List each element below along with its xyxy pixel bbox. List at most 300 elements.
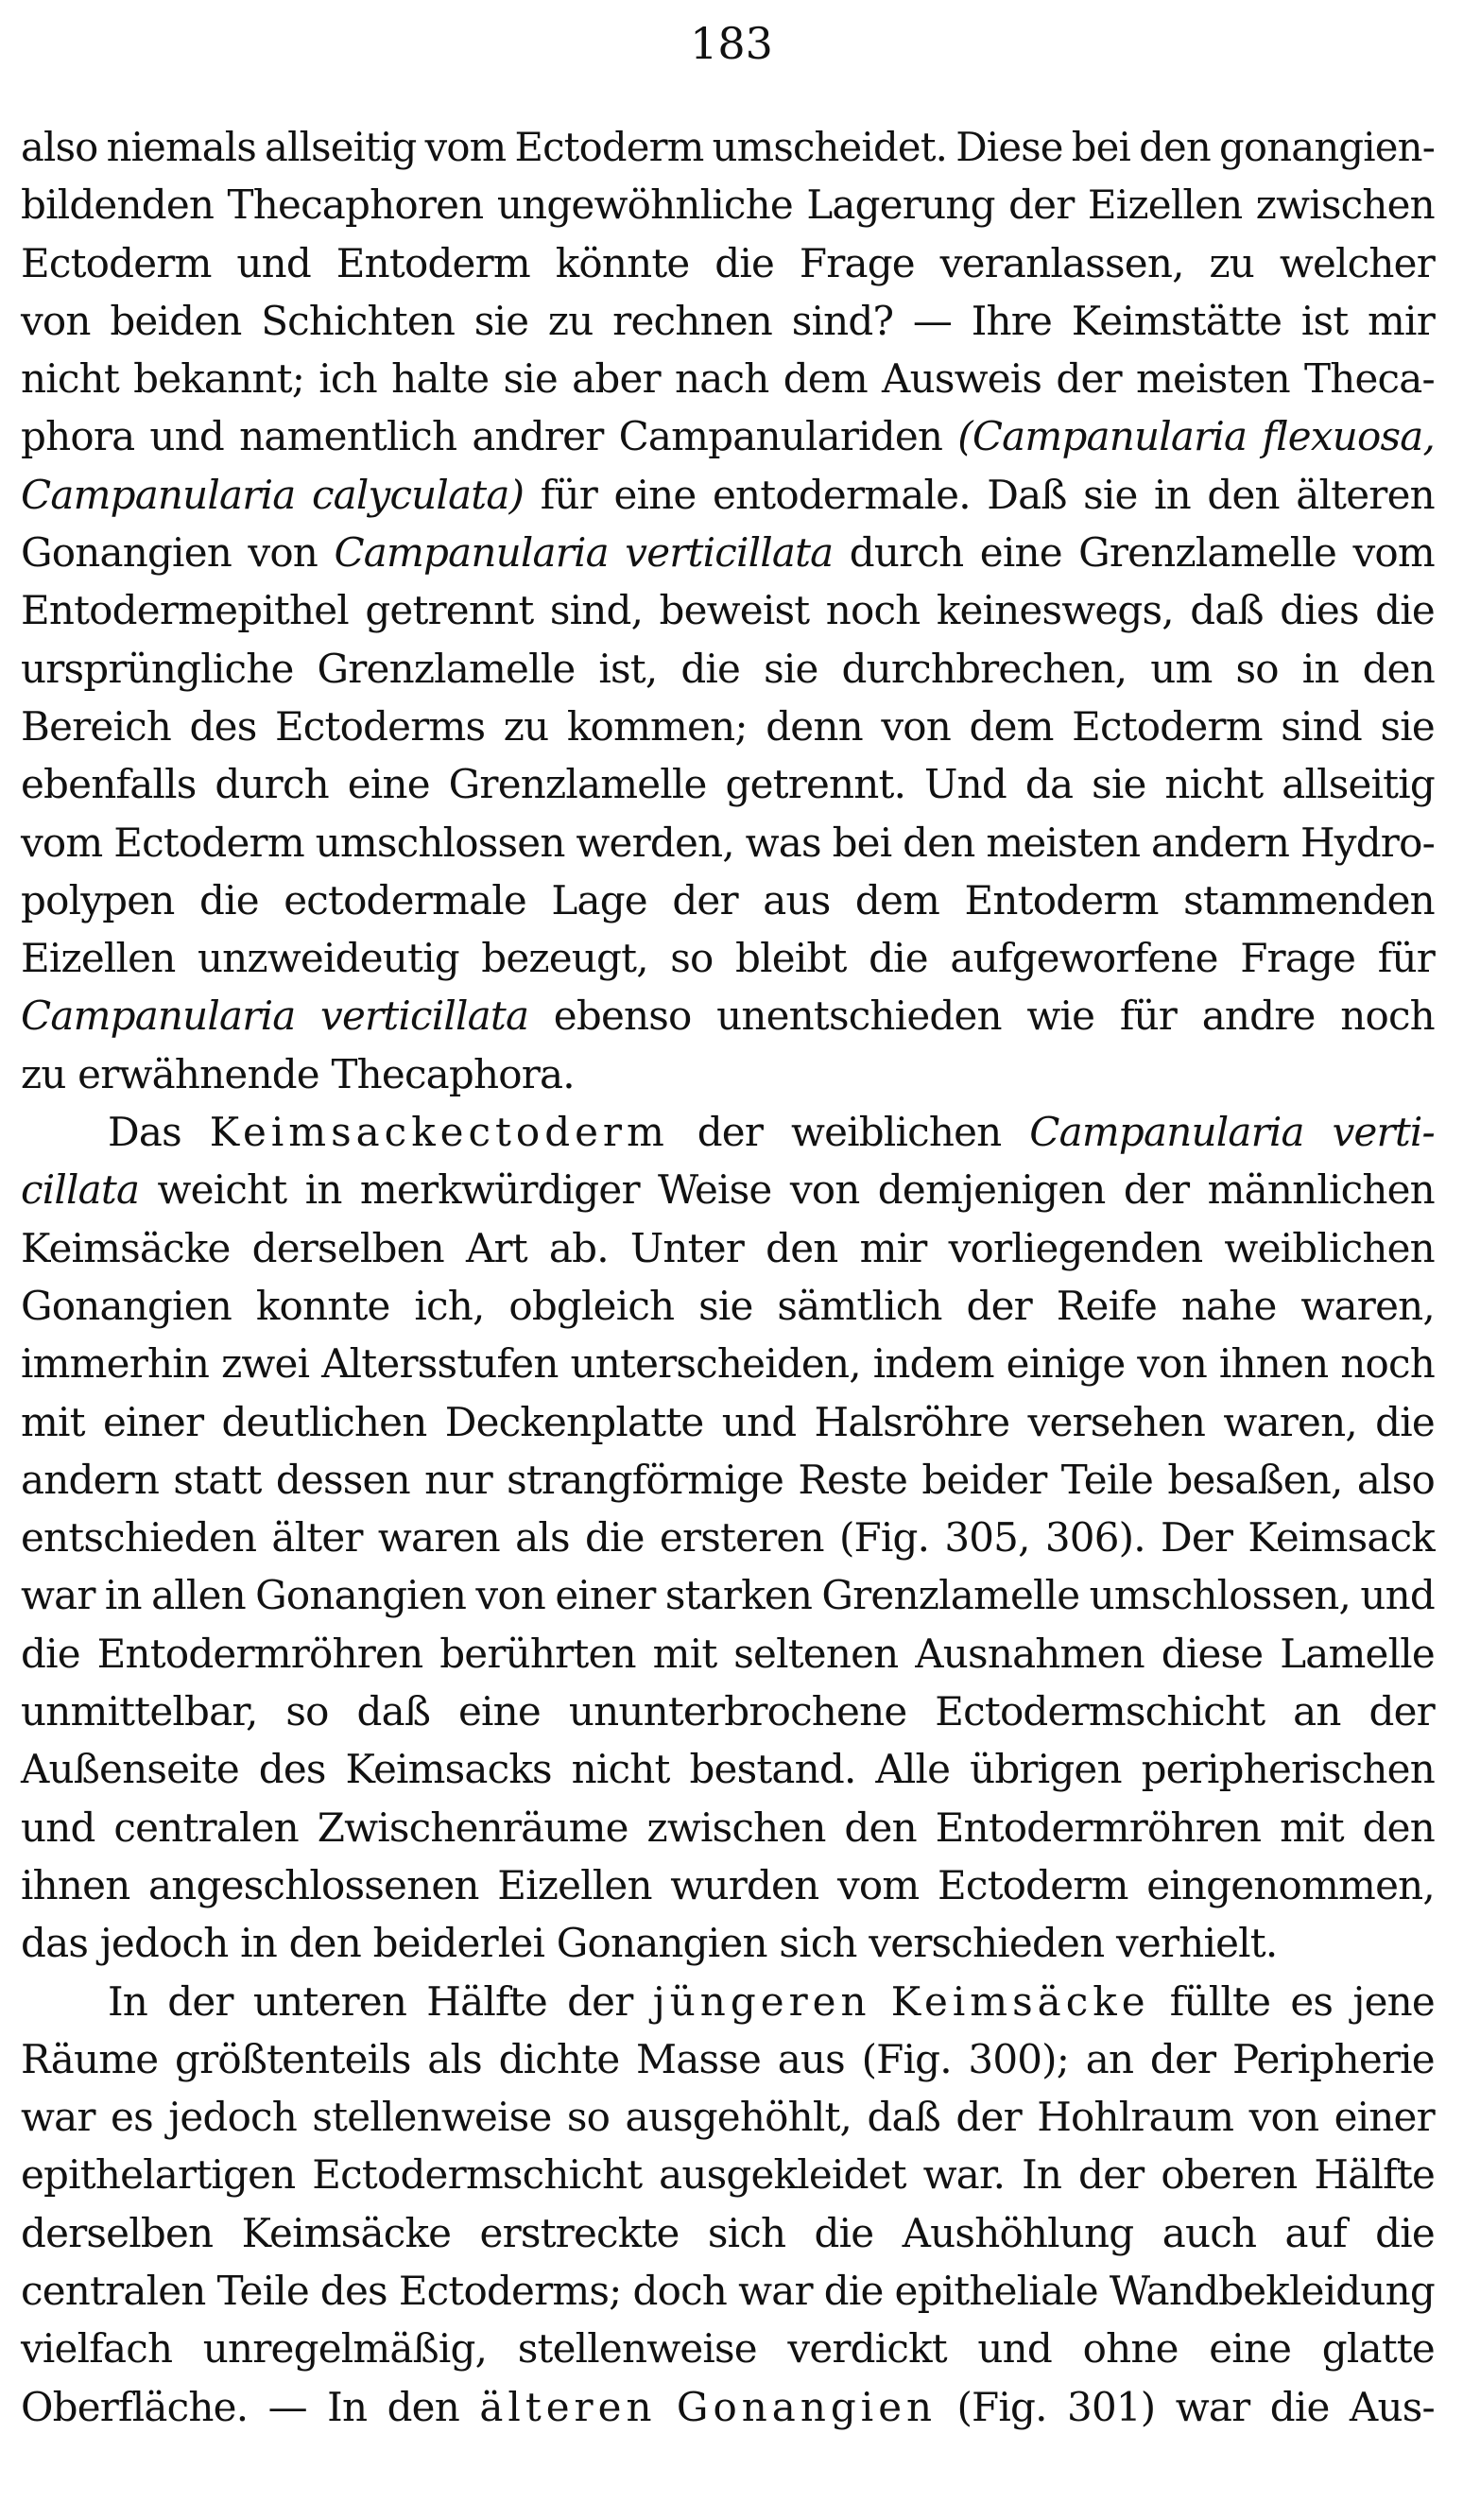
word: sind? <box>791 297 894 344</box>
word: nur <box>424 1456 492 1503</box>
word: meisten <box>1135 355 1290 403</box>
word: Hälfte <box>1314 2151 1435 2199</box>
word: beiderlei <box>372 1920 545 1967</box>
word: vielfach <box>21 2325 173 2373</box>
word: In <box>1022 2151 1062 2199</box>
word: von <box>21 297 91 344</box>
word: umschlossen, <box>1089 1572 1351 1619</box>
text-line <box>21 1219 1435 1277</box>
word: die <box>21 1630 80 1677</box>
word: Entoderm <box>336 239 530 286</box>
word: sich <box>707 2209 786 2256</box>
word: den <box>903 819 975 866</box>
word: Und <box>924 761 1007 808</box>
word: zu <box>547 297 594 344</box>
word: Frage <box>799 239 915 286</box>
word: obgleich <box>508 1282 675 1329</box>
text-line <box>21 581 1435 639</box>
word: unentschieden <box>716 992 1002 1040</box>
word: und <box>21 1804 95 1851</box>
word: Ihre <box>971 297 1053 344</box>
text-line <box>21 1973 1435 2030</box>
word: sie <box>1092 761 1146 808</box>
word: mir <box>1368 297 1435 344</box>
word: centralen <box>21 2267 206 2314</box>
word: Ectoderm <box>1072 702 1263 750</box>
word: Hälfte <box>426 1977 547 2025</box>
word: auch <box>1162 2209 1257 2256</box>
word: stellenweise <box>517 2325 757 2373</box>
word: die <box>1269 2383 1330 2430</box>
word: nicht <box>1164 761 1264 808</box>
word: bestand. <box>689 1746 856 1793</box>
word: Eizellen <box>1087 181 1243 229</box>
word: verticillata <box>320 992 529 1040</box>
word: umscheidet. <box>712 124 948 170</box>
page-number: 183 <box>690 18 773 69</box>
word: Entodermepithel <box>21 587 349 634</box>
word: Alle <box>875 1746 951 1793</box>
word: waren, <box>1223 1398 1357 1445</box>
word: Ectoderm <box>113 819 304 866</box>
word: die <box>198 876 259 923</box>
word: für <box>1119 992 1178 1040</box>
word: andern <box>21 1456 160 1503</box>
text-line <box>21 2262 1435 2320</box>
word: vom <box>836 1861 920 1908</box>
word: Lagerung <box>806 181 995 229</box>
text-line <box>21 1856 1435 1914</box>
word: verschieden <box>869 1920 1105 1967</box>
text-line <box>21 2378 1435 2436</box>
text-line <box>21 2204 1435 2262</box>
word: einer <box>102 1398 204 1445</box>
word: keineswegs, <box>936 587 1174 634</box>
word: von <box>789 1166 860 1214</box>
word: unzweideutig <box>197 935 459 982</box>
word: noch <box>1340 1340 1435 1388</box>
word: ursprüngliche <box>21 645 294 692</box>
word: Gonangien <box>676 2383 938 2430</box>
word: der <box>567 1977 633 2025</box>
word: Ectoderms; <box>398 2267 622 2314</box>
word: sie <box>1380 702 1435 750</box>
word: bezeugt, <box>481 935 648 982</box>
word: Ectoderms <box>274 702 486 750</box>
word: der <box>672 876 738 923</box>
text-line <box>21 929 1435 987</box>
word: die <box>680 645 741 692</box>
word: kommen; <box>566 702 748 750</box>
text-line <box>21 350 1435 407</box>
word: von <box>881 702 951 750</box>
word: Wandbekleidung <box>1109 2267 1435 2314</box>
word: ohne <box>1082 2325 1179 2373</box>
text-line <box>21 2088 1435 2146</box>
word: cillata <box>21 1166 140 1214</box>
word: der <box>1123 1166 1190 1214</box>
word: in <box>104 1572 142 1619</box>
word: Ausweis <box>882 355 1042 403</box>
word: vom <box>21 819 103 866</box>
word: vom <box>1352 529 1435 577</box>
word: derselben <box>251 1224 444 1271</box>
word: berührten <box>439 1630 636 1677</box>
word: ich <box>318 355 377 403</box>
word: nicht <box>21 355 119 403</box>
word: Gonangien <box>556 1920 767 1967</box>
word: eine <box>457 1688 541 1735</box>
word: Lamelle <box>1280 1630 1435 1677</box>
word: erwähnende <box>77 1050 319 1097</box>
word: der <box>697 1109 764 1156</box>
word: des <box>258 1746 326 1793</box>
word: Räume <box>21 2035 159 2082</box>
word: den <box>1362 1804 1435 1851</box>
word: sie <box>473 297 529 344</box>
word: der <box>1008 181 1075 229</box>
word: bei <box>1071 124 1131 170</box>
word: Grenzlamelle <box>821 1572 1080 1619</box>
word: dem <box>783 355 868 403</box>
word: unmittelbar, <box>21 1688 258 1735</box>
word: in <box>304 1166 342 1214</box>
word: calyculata) <box>311 471 525 518</box>
word: der <box>167 1977 233 2025</box>
word: der <box>1368 1688 1435 1735</box>
word: (Campanularia <box>957 413 1248 460</box>
word: der <box>955 2094 1022 2141</box>
text-line <box>21 1625 1435 1683</box>
word: waren <box>377 1514 500 1562</box>
word: einer <box>1334 2094 1435 2141</box>
word: allseitig <box>1282 761 1435 808</box>
word: so <box>670 935 714 982</box>
word: von <box>475 1572 546 1619</box>
word: so <box>566 2094 611 2141</box>
word: peripherischen <box>1141 1746 1435 1793</box>
word: welcher <box>1279 239 1435 286</box>
word: umschlossen <box>315 819 565 866</box>
word: mit <box>1280 1804 1344 1851</box>
word: durchbrechen, <box>841 645 1127 692</box>
word: Lage <box>551 876 647 923</box>
word: als <box>515 1514 570 1562</box>
word: ersteren <box>659 1514 824 1562</box>
word: den <box>1207 471 1280 518</box>
word: in <box>1301 645 1339 692</box>
word: ausgekleidet <box>659 2151 906 2199</box>
word: die <box>823 2267 884 2314</box>
word: versehen <box>1027 1398 1206 1445</box>
word: verhielt. <box>1115 1920 1278 1967</box>
word: war <box>1175 2383 1250 2430</box>
word: Peripherie <box>1231 2035 1435 2082</box>
word: der <box>1149 2035 1216 2082</box>
word: gonangien- <box>1219 124 1435 170</box>
word: nach <box>675 355 769 403</box>
word: unteren <box>252 1977 407 2025</box>
word: des <box>319 2267 387 2314</box>
word: und <box>149 413 225 460</box>
word: des <box>189 702 257 750</box>
word: so <box>285 1688 329 1735</box>
text-line <box>21 1103 1435 1161</box>
word: halte <box>391 355 490 403</box>
word: sämtlich <box>777 1282 942 1329</box>
word: dem <box>969 702 1054 750</box>
text-line <box>21 987 1435 1044</box>
text-line <box>21 755 1435 813</box>
word: denn <box>766 702 863 750</box>
word: Bereich <box>21 702 172 750</box>
word: ungewöhnliche <box>496 181 793 229</box>
word: Oberfläche. <box>21 2383 249 2430</box>
text-line <box>21 640 1435 698</box>
word: Keimsackectoderm <box>209 1109 669 1156</box>
word: der <box>966 1282 1032 1329</box>
word: von <box>1248 2094 1319 2141</box>
word: Reste <box>798 1456 908 1503</box>
text-line <box>21 1277 1435 1335</box>
word: Reife <box>1056 1282 1158 1329</box>
word: Entoderm <box>964 876 1159 923</box>
word: entschieden <box>21 1514 257 1562</box>
word: polypen <box>21 876 175 923</box>
word: Teile <box>1060 1456 1154 1503</box>
word: dichte <box>498 2035 620 2082</box>
word: erstreckte <box>479 2209 680 2256</box>
text-line <box>21 1683 1435 1740</box>
body-text <box>21 118 1435 2436</box>
word: waren, <box>1300 1282 1435 1329</box>
word: Diese <box>955 124 1063 170</box>
word: wurden <box>670 1861 819 1908</box>
word: war. <box>922 2151 1006 2199</box>
word: eine <box>1209 2325 1292 2373</box>
word: ausgehöhlt, <box>625 2094 852 2141</box>
word: phora <box>21 413 135 460</box>
word: allseitig <box>265 124 417 170</box>
word: allen <box>151 1572 246 1619</box>
word: durch <box>849 529 964 577</box>
word: (Fig. <box>838 1514 930 1562</box>
word: das <box>21 1920 89 1967</box>
word: eingenommen, <box>1146 1861 1435 1908</box>
word: also <box>21 124 98 170</box>
word: 300); <box>968 2035 1070 2082</box>
word: den <box>844 1804 917 1851</box>
text-line <box>21 407 1435 465</box>
word: vorliegenden <box>948 1224 1203 1271</box>
word: die <box>869 935 928 982</box>
word: übrigen <box>970 1746 1122 1793</box>
text-line <box>21 1161 1435 1218</box>
word: sie <box>503 355 558 403</box>
text-line <box>21 2146 1435 2203</box>
word: Aus- <box>1349 2383 1435 2430</box>
word: Weise <box>658 1166 772 1214</box>
word: andre <box>1201 992 1316 1040</box>
word: In <box>327 2383 368 2430</box>
word: Keimsack <box>1248 1514 1435 1562</box>
word: Keimsäcke <box>21 1224 231 1271</box>
word: 301) <box>1067 2383 1156 2430</box>
word: und <box>236 239 311 286</box>
word: jüngeren <box>652 1977 871 2025</box>
word: was <box>745 819 821 866</box>
word: Keimsäcke <box>241 2209 452 2256</box>
word: jedoch <box>99 1920 229 1967</box>
word: die <box>714 239 775 286</box>
word: an <box>1085 2035 1134 2082</box>
word: seltenen <box>733 1630 899 1677</box>
word: Keimstätte <box>1071 297 1282 344</box>
word: stammenden <box>1183 876 1435 923</box>
word: der <box>1078 2151 1145 2199</box>
text-line <box>21 1335 1435 1392</box>
word: Thecaphoren <box>227 181 484 229</box>
word: zu <box>1209 239 1255 286</box>
word: Eizellen <box>497 1861 652 1908</box>
word: Außenseite <box>21 1746 239 1793</box>
word: derselben <box>21 2209 214 2256</box>
word: bekannt; <box>133 355 305 403</box>
word: den <box>387 2383 459 2430</box>
word: meisten <box>986 819 1141 866</box>
word: indem <box>872 1340 994 1388</box>
word: ich, <box>414 1282 485 1329</box>
word: doch <box>632 2267 728 2314</box>
word: älter <box>271 1514 363 1562</box>
word: Ectodermschicht <box>935 1688 1265 1735</box>
word: aus <box>777 2035 845 2082</box>
word: Keimsacks <box>345 1746 552 1793</box>
word: könnte <box>555 239 690 286</box>
word: und <box>721 1398 797 1445</box>
word: ist, <box>598 645 658 692</box>
text-line <box>21 1914 1435 1972</box>
word: werden, <box>576 819 734 866</box>
text-line <box>21 1045 1435 1103</box>
text-line <box>21 1740 1435 1798</box>
word: Schichten <box>261 297 456 344</box>
word: also <box>1356 1456 1435 1503</box>
word: Hydro- <box>1299 819 1435 866</box>
word: männlichen <box>1207 1166 1435 1214</box>
word: Thecaphora. <box>331 1050 575 1097</box>
word: als <box>427 2035 482 2082</box>
word: sie <box>764 645 818 692</box>
word: Unter <box>629 1224 745 1271</box>
word: Grenzlamelle <box>1078 529 1337 577</box>
word: Aushöhlung <box>902 2209 1134 2256</box>
word: zwei <box>221 1340 310 1388</box>
word: weiblichen <box>1224 1224 1435 1271</box>
word: aber <box>572 355 661 403</box>
word: niemals <box>106 124 256 170</box>
word: Hohlraum <box>1037 2094 1234 2141</box>
word: rechnen <box>612 297 773 344</box>
word: daß <box>867 2094 941 2141</box>
word: bleibt <box>735 935 847 982</box>
word: Das <box>108 1109 181 1156</box>
word: Ectoderm <box>21 239 212 286</box>
word: war <box>21 1572 95 1619</box>
word: dies <box>1280 587 1359 634</box>
word: da <box>1024 761 1074 808</box>
word: die <box>814 2209 874 2256</box>
word: epithelartigen <box>21 2151 296 2199</box>
word: den <box>766 1224 838 1271</box>
word: ebenso <box>553 992 692 1040</box>
word: namentlich <box>239 413 457 460</box>
word: veranlassen, <box>939 239 1184 286</box>
word: größtenteils <box>175 2035 411 2082</box>
word: Gonangien <box>21 529 232 577</box>
word: weiblichen <box>790 1109 1002 1156</box>
word: zwischen <box>1255 181 1435 229</box>
text-line <box>21 292 1435 350</box>
word: Gonangien <box>21 1282 232 1329</box>
word: ebenfalls <box>21 761 197 808</box>
word: zu <box>21 1050 66 1097</box>
word: füllte <box>1169 1977 1271 2025</box>
word: mit <box>21 1398 85 1445</box>
word: verticillata <box>625 529 834 577</box>
word: jedoch <box>168 2094 298 2141</box>
word: in <box>240 1920 277 1967</box>
word: wie <box>1026 992 1095 1040</box>
text-line <box>21 698 1435 755</box>
word: demjenigen <box>877 1166 1106 1214</box>
word: sie <box>1083 471 1138 518</box>
word: Ausnahmen <box>915 1630 1145 1677</box>
text-line <box>21 1566 1435 1624</box>
word: noch <box>825 587 921 634</box>
word: es <box>111 2094 153 2141</box>
word: Teile <box>216 2267 309 2314</box>
word: Ectoderm <box>514 124 704 170</box>
word: Entodermröhren <box>96 1630 423 1677</box>
word: sind <box>1281 702 1362 750</box>
word: den <box>1362 645 1435 692</box>
word: Campanularia <box>1029 1109 1304 1156</box>
word: angeschlossenen <box>148 1861 479 1908</box>
word: Art <box>465 1224 527 1271</box>
word: sich <box>779 1920 857 1967</box>
word: und <box>977 2325 1053 2373</box>
word: für <box>1377 935 1435 982</box>
word: ist <box>1300 297 1349 344</box>
word: einer <box>555 1572 656 1619</box>
word: sie <box>698 1282 753 1329</box>
word: merkwürdiger <box>359 1166 640 1214</box>
word: Campanularia <box>21 992 296 1040</box>
text-line <box>21 1509 1435 1566</box>
word: daß <box>1190 587 1264 634</box>
text-line <box>21 234 1435 292</box>
word: — <box>267 2383 307 2430</box>
text-line <box>21 176 1435 233</box>
word: an <box>1293 1688 1341 1735</box>
word: die <box>1375 1398 1435 1445</box>
word: diese <box>1161 1630 1264 1677</box>
word: in <box>1154 471 1191 518</box>
word: den <box>288 1920 361 1967</box>
word: verti- <box>1332 1109 1435 1156</box>
word: Zwischenräume <box>317 1804 628 1851</box>
